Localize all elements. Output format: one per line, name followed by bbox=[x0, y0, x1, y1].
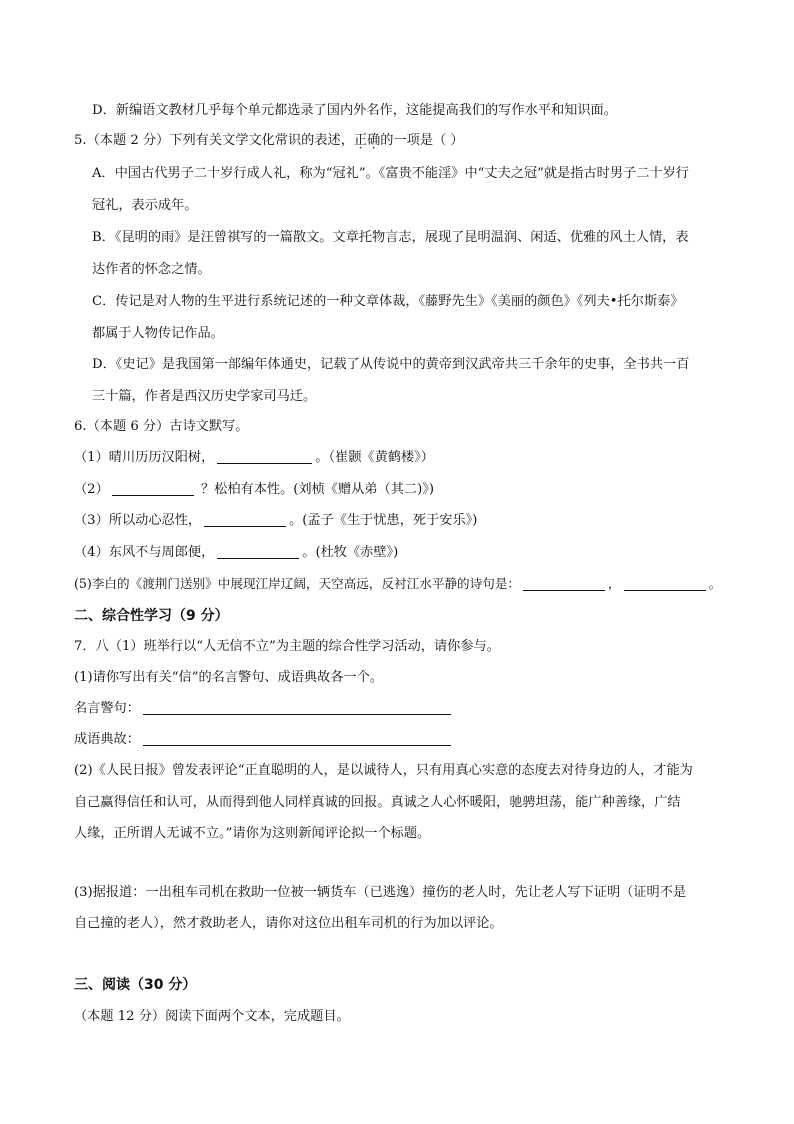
q7-part-2-cont: 自己赢得信任和认可，从而得到他人同样真诚的回报。真诚之人心怀暖阳，驰骋坦荡，能广种善缘，广结 bbox=[74, 795, 681, 810]
idiom-label: 成语典故： bbox=[74, 732, 140, 747]
q6-item-4-text: （4）东风不与周郎便， bbox=[74, 545, 215, 560]
q6-item-1-text: （1）晴川历历汉阳树， bbox=[74, 450, 215, 465]
q7-quote-row bbox=[74, 700, 454, 718]
q5-option-c-cont: 都属于人物传记作品。 bbox=[92, 326, 224, 341]
quote-label: 名言警句： bbox=[74, 701, 140, 716]
q5-option-a: A．中国古代男子二十岁行成人礼，称为“冠礼”。《富贵不能淫》中“丈夫之冠”就是指古时男子二十岁行 bbox=[92, 166, 689, 181]
q6-item-5 bbox=[74, 575, 721, 593]
q6-item-5-end: 。 bbox=[708, 576, 722, 591]
section-3-intro: （本题 12 分）阅读下面两个文本，完成题目。 bbox=[74, 1009, 350, 1024]
q5-emphasis-char: 确 bbox=[367, 133, 381, 148]
q5-stem-text: 5.（本题 2 分）下列有关文学文化常识的表述， bbox=[74, 133, 354, 148]
answer-blank[interactable] bbox=[217, 449, 312, 464]
quote-answer-line[interactable] bbox=[143, 700, 451, 715]
q5-option-d-cont: 三十篇，作者是西汉历史学家司马迁。 bbox=[92, 389, 317, 404]
q7-part-1: (1)请你写出有关“信”的名言警句、成语典故各一个。 bbox=[74, 670, 384, 685]
q5-option-b-cont: 达作者的怀念之情。 bbox=[92, 262, 211, 277]
q7-part-3: (3)据报道：一出租车司机在救助一位被一辆货车（已逃逸）撞伤的老人时，先让老人写下证明（证明不是 bbox=[74, 885, 687, 900]
q7-part-2: (2)《人民日报》曾发表评论“正直聪明的人，是以诚待人，只有用真心实意的态度去对待身边的人，才能为 bbox=[74, 763, 693, 778]
idiom-answer-line[interactable] bbox=[143, 731, 451, 746]
q5-emphasis-char: 正 bbox=[353, 133, 368, 148]
q6-item-3-source: 。(孟子《生于忧患，死于安乐》) bbox=[289, 513, 478, 528]
q6-item-5-comma: ， bbox=[608, 576, 621, 591]
q5-option-d: D．《史记》是我国第一部编年体通史，记载了从传说中的黄帝到汉武帝共三千余年的史事，全书共一百 bbox=[92, 357, 690, 372]
answer-blank[interactable] bbox=[112, 481, 194, 496]
q6-item-2-source: ？松柏有本性。(刘桢《赠从弟（其二)》) bbox=[196, 482, 434, 497]
q5-stem bbox=[74, 132, 464, 150]
q6-item-1-source: 。（崔颢《黄鹤楼》） bbox=[315, 450, 434, 465]
q7-stem: 7．八（1）班举行以“人无信不立”为主题的综合性学习活动，请你参与。 bbox=[74, 639, 500, 654]
answer-blank[interactable] bbox=[217, 544, 299, 559]
q7-part-2-cont: 人缘，正所谓人无诚不立。”请你为这则新闻评论拟一个标题。 bbox=[74, 826, 431, 841]
answer-blank[interactable] bbox=[204, 512, 286, 527]
q4-option-d: D．新编语文教材几乎每个单元都选录了国内外名作，这能提高我们的写作水平和知识面。 bbox=[92, 103, 617, 118]
answer-blank[interactable] bbox=[523, 576, 605, 591]
q5-option-a-cont: 冠礼，表示成年。 bbox=[92, 198, 198, 213]
q5-option-b: B．《昆明的雨》是汪曾祺写的一篇散文。文章托物言志，展现了昆明温润、闲适、优雅的风土人情，表 bbox=[92, 230, 689, 245]
q6-item-3 bbox=[74, 512, 477, 530]
q6-item-2-text: （2） bbox=[74, 482, 109, 497]
section-2-heading: 二、综合性学习（9 分） bbox=[74, 608, 229, 624]
q6-item-4 bbox=[74, 544, 398, 562]
answer-blank[interactable] bbox=[624, 576, 706, 591]
q6-item-2 bbox=[74, 481, 434, 499]
q6-stem: 6.（本题 6 分）古诗文默写。 bbox=[74, 419, 249, 434]
q7-part-3-cont: 自己撞的老人），然才救助老人，请你对这位出租车司机的行为加以评论。 bbox=[74, 916, 503, 931]
q5-stem-text: 的一项是（ ） bbox=[380, 133, 464, 148]
q5-option-c: C．传记是对人物的生平进行系统记述的一种文章体裁，《藤野先生》《美丽的颜色》《列夫•托尔斯泰》 bbox=[92, 294, 684, 309]
section-3-heading: 三、阅读（30 分） bbox=[74, 977, 197, 993]
q6-item-3-text: （3）所以动心忍性， bbox=[74, 513, 202, 528]
q6-item-5-text: (5)李白的《渡荆门送别》中展现江岸辽阔，天空高远，反衬江水平静的诗句是： bbox=[74, 576, 521, 591]
q6-item-1 bbox=[74, 449, 434, 467]
q7-idiom-row bbox=[74, 731, 454, 749]
q6-item-4-source: 。(杜牧《赤壁》) bbox=[302, 545, 399, 560]
